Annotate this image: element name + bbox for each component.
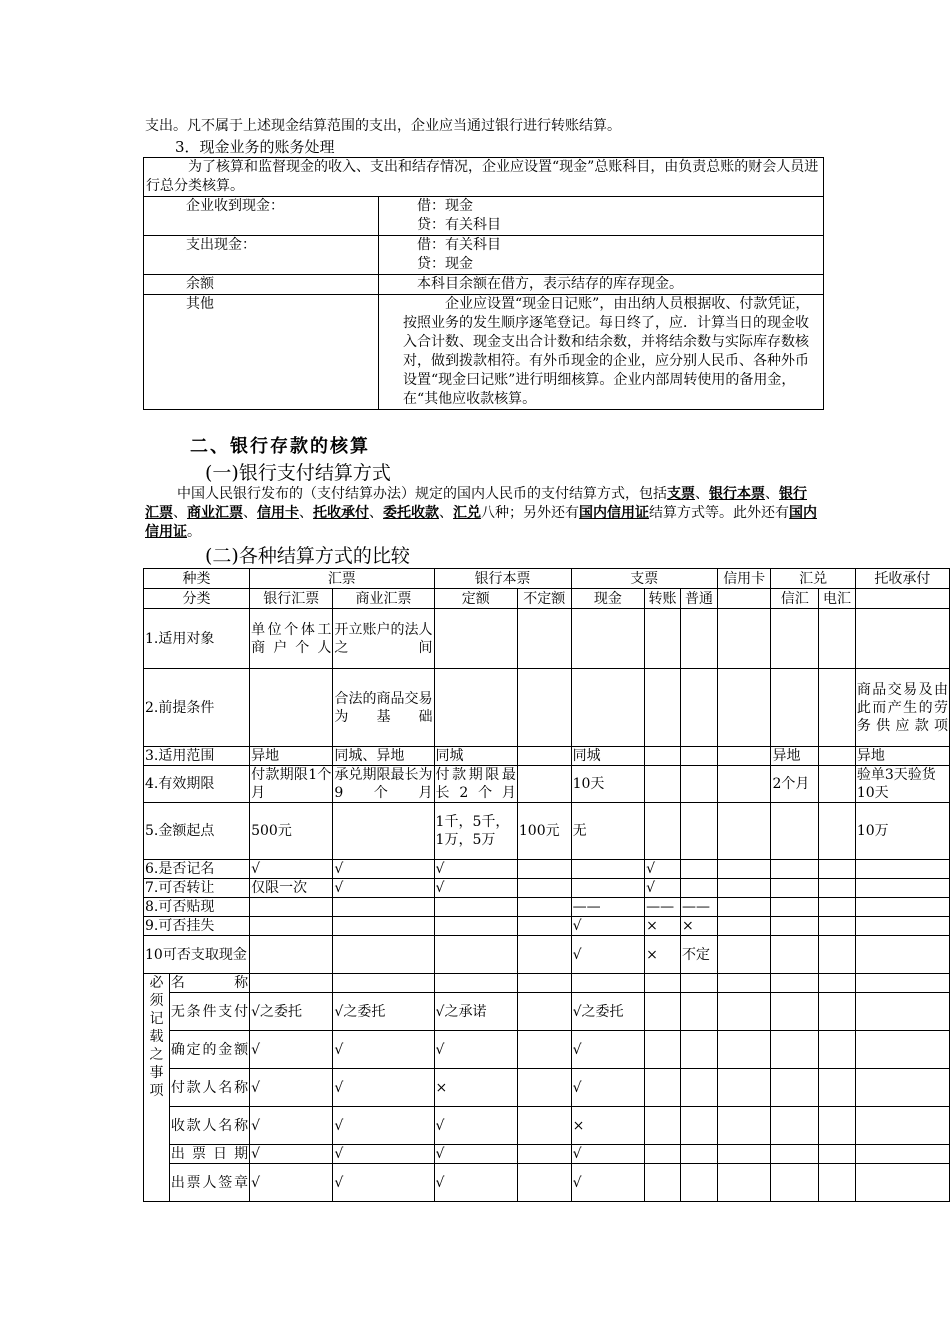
table-cell xyxy=(517,860,571,879)
table-cell xyxy=(250,898,333,917)
header-cell: 现金 xyxy=(571,589,644,609)
table-cell xyxy=(333,974,434,993)
table-cell xyxy=(517,917,571,936)
table-cell xyxy=(681,766,718,803)
table-cell: 不定 xyxy=(681,936,718,974)
cash-table-intro: 为了核算和监督现金的收入、支出和结存情况，企业应设置“现金”总账科目，由负责总账的财会人员进行总分类核算。 xyxy=(144,158,824,197)
table-cell: √ xyxy=(250,860,333,879)
row-label: 1.适用对象 xyxy=(144,609,250,669)
table-cell xyxy=(681,1107,718,1145)
table-cell: 付款期限最长2个月 xyxy=(435,767,516,801)
row-label: 出票人签章 xyxy=(169,1164,249,1202)
header-cell xyxy=(855,589,949,609)
table-cell: 500元 xyxy=(250,803,333,860)
header-cell: 银行汇票 xyxy=(250,589,333,609)
table-cell: —— xyxy=(681,898,718,917)
header-cell: 分类 xyxy=(144,589,250,609)
table-cell xyxy=(517,936,571,974)
table-cell xyxy=(434,669,517,747)
table-cell: —— xyxy=(645,898,681,917)
table-cell: √ xyxy=(250,1069,333,1107)
table-cell xyxy=(333,898,434,917)
table-cell xyxy=(771,803,819,860)
row-label: 9.可否挂失 xyxy=(144,917,250,936)
section3-title: 3．现金业务的账务处理 xyxy=(175,138,335,156)
table-cell: 异地 xyxy=(771,747,819,766)
table-cell xyxy=(717,1031,771,1069)
table-cell xyxy=(855,1145,949,1164)
table-cell: 异地 xyxy=(250,747,333,766)
table-row xyxy=(144,917,950,936)
table-cell: × xyxy=(434,1069,517,1107)
table-cell xyxy=(434,898,517,917)
entry-line: 本科目余额在借方，表示结存的库存现金。 xyxy=(379,275,824,295)
row-label: 2.前提条件 xyxy=(144,669,250,747)
header-cell: 信用卡 xyxy=(717,569,771,589)
table-cell xyxy=(645,747,681,766)
table-cell: 同城、异地 xyxy=(333,747,434,766)
table-cell: √ xyxy=(571,936,644,974)
table-cell xyxy=(855,1164,949,1202)
table-cell: √ xyxy=(250,1164,333,1202)
table-row xyxy=(144,1164,950,1202)
table-cell xyxy=(681,1145,718,1164)
row-label: 确定的金额 xyxy=(169,1031,249,1069)
table-cell xyxy=(681,860,718,879)
table-cell xyxy=(645,1164,681,1202)
table-cell xyxy=(819,917,856,936)
table-cell xyxy=(517,766,571,803)
table-cell xyxy=(517,898,571,917)
table-cell: 10天 xyxy=(571,766,644,803)
table-cell: √ xyxy=(571,917,644,936)
table-cell xyxy=(771,879,819,898)
table-cell xyxy=(855,1069,949,1107)
row-label: 其他 xyxy=(144,295,379,410)
table-cell xyxy=(771,936,819,974)
table-cell xyxy=(855,879,949,898)
table-cell: √之委托 xyxy=(250,993,333,1031)
table-cell xyxy=(771,860,819,879)
method-link[interactable]: 银行本票 xyxy=(709,486,765,502)
table-cell: —— xyxy=(571,898,644,917)
table-cell xyxy=(819,669,856,747)
section-bank-title: 二、银行存款的核算 xyxy=(190,436,370,457)
table-cell: 商品交易及由此而产生的劳务供应款项 xyxy=(855,669,949,747)
table-cell xyxy=(855,993,949,1031)
table-cell: √ xyxy=(333,860,434,879)
table-cell xyxy=(819,879,856,898)
table-cell: 开立账户的法人之间 xyxy=(333,609,434,669)
table-cell xyxy=(517,1145,571,1164)
table-row xyxy=(144,898,950,917)
table-cell xyxy=(645,803,681,860)
table-cell xyxy=(717,860,771,879)
table-cell xyxy=(819,974,856,993)
table-cell xyxy=(717,609,771,669)
row-label: 企业收到现金： xyxy=(144,197,379,236)
table-cell: √ xyxy=(333,1031,434,1069)
table-row xyxy=(144,936,950,974)
table-cell: √ xyxy=(434,1107,517,1145)
table-cell xyxy=(681,609,718,669)
entry-line: 借：有关科目 xyxy=(417,237,501,253)
row-label: 支出现金： xyxy=(144,236,379,275)
table-cell xyxy=(717,1069,771,1107)
table-cell xyxy=(855,974,949,993)
header-cell: 支票 xyxy=(571,569,717,589)
table-row xyxy=(144,1069,950,1107)
table-cell xyxy=(250,917,333,936)
header-cell: 汇票 xyxy=(250,569,434,589)
row-label: 名称 xyxy=(170,975,249,991)
table-cell xyxy=(517,1107,571,1145)
method-link[interactable]: 国内信用证 xyxy=(579,505,649,521)
table-cell: 100元 xyxy=(517,803,571,860)
table-cell xyxy=(771,609,819,669)
row-label: 3.适用范围 xyxy=(144,747,250,766)
table-cell xyxy=(717,898,771,917)
table-cell: × xyxy=(645,936,681,974)
table-row xyxy=(144,197,824,236)
must-items-label: 必 须 记 载 之 事 项 xyxy=(144,974,170,1202)
table-cell xyxy=(645,993,681,1031)
table-cell xyxy=(681,1164,718,1202)
table-cell xyxy=(819,898,856,917)
entry-line: 贷：现金 xyxy=(417,256,473,272)
table-cell xyxy=(819,860,856,879)
table-cell xyxy=(771,1069,819,1107)
header-cell: 托收承付 xyxy=(855,569,949,589)
table-cell: × xyxy=(645,917,681,936)
entry-line: 借：现金 xyxy=(417,198,473,214)
table-cell xyxy=(819,936,856,974)
table-cell xyxy=(717,917,771,936)
table-row xyxy=(144,974,950,993)
table-cell xyxy=(681,993,718,1031)
table-row xyxy=(144,860,950,879)
row-label: 4.有效期限 xyxy=(144,766,250,803)
table-cell xyxy=(517,1069,571,1107)
table-cell xyxy=(819,609,856,669)
cash-accounting-table xyxy=(143,157,824,410)
table-cell xyxy=(717,1107,771,1145)
row-label: 出票日期 xyxy=(170,1146,249,1162)
row-label: 收款人名称 xyxy=(169,1107,249,1145)
table-cell: √ xyxy=(434,1145,517,1164)
header-cell: 信汇 xyxy=(771,589,819,609)
table-cell xyxy=(645,669,681,747)
table-cell xyxy=(717,879,771,898)
table-cell xyxy=(717,669,771,747)
table-cell xyxy=(855,936,949,974)
table-cell xyxy=(681,879,718,898)
table-cell xyxy=(717,974,771,993)
table-cell: √之承诺 xyxy=(434,993,517,1031)
header-cell: 电汇 xyxy=(819,589,856,609)
method-link[interactable]: 支票 xyxy=(667,486,695,502)
table-cell xyxy=(771,669,819,747)
table-cell: 异地 xyxy=(855,747,949,766)
row-label: 无条件支付 xyxy=(169,993,249,1031)
table-cell xyxy=(645,1145,681,1164)
table-cell xyxy=(333,936,434,974)
entry-text: 企业应设置“现金日记账”，由出纳人员根据收、付款凭证，按照业务的发生顺序逐笔登记。每日终了，应．计算当日的现金收入合计数、现金支出合计数和结余数，并将结余数与实际库存数核对，做到拨款相符。有外币现金的企业，应分别人民币、各种外币设置“现金曰记账”进行明细核算。企业内部周转使用的备用金，在“其他应收款核算。 xyxy=(379,295,824,410)
method-link[interactable]: 委托收款 xyxy=(383,505,439,521)
table-cell xyxy=(571,879,644,898)
table-cell: √ xyxy=(571,1164,644,1202)
table-cell xyxy=(434,917,517,936)
table-cell xyxy=(819,993,856,1031)
header-cell: 转账 xyxy=(645,589,681,609)
table-cell: 付款期限1个月 xyxy=(251,767,332,801)
table-cell xyxy=(717,747,771,766)
table-cell: 合法的商品交易为基础 xyxy=(333,669,434,747)
table-cell xyxy=(571,974,644,993)
table-cell xyxy=(517,669,571,747)
table-cell xyxy=(681,1031,718,1069)
table-cell xyxy=(571,860,644,879)
table-cell: √ xyxy=(434,1031,517,1069)
table-row xyxy=(144,1107,950,1145)
table-cell: √之委托 xyxy=(333,993,434,1031)
comparison-table xyxy=(143,568,950,1202)
table-row xyxy=(144,993,950,1031)
table-cell: 单位个体工商户个人 xyxy=(250,609,333,669)
row-label: 7.可否转让 xyxy=(144,879,250,898)
table-cell xyxy=(517,1164,571,1202)
table-cell xyxy=(717,1164,771,1202)
table-row xyxy=(144,609,950,669)
table-cell xyxy=(771,917,819,936)
header-cell: 银行本票 xyxy=(434,569,571,589)
header-cell: 定额 xyxy=(434,589,517,609)
method-link[interactable]: 托收承付 xyxy=(313,505,369,521)
header-cell: 不定额 xyxy=(517,589,571,609)
table-cell: 同城 xyxy=(571,747,644,766)
row-label: 余额 xyxy=(144,275,379,295)
table-cell: √ xyxy=(333,1145,434,1164)
table-cell xyxy=(819,1145,856,1164)
table-cell xyxy=(717,936,771,974)
intro-line: 支出。凡不属于上述现金结算范围的支出，企业应当通过银行进行转账结算。 xyxy=(145,118,621,134)
table-cell: √之委托 xyxy=(571,993,644,1031)
table-cell: 无 xyxy=(571,803,644,860)
table-cell xyxy=(645,1031,681,1069)
table-cell xyxy=(717,766,771,803)
table-cell xyxy=(434,974,517,993)
table-cell: 1千，5千，1万，5万 xyxy=(434,803,517,860)
table-cell: × xyxy=(681,917,718,936)
table-cell: √ xyxy=(333,1107,434,1145)
table-row xyxy=(144,295,824,410)
header-cell xyxy=(717,589,771,609)
table-cell xyxy=(819,1069,856,1107)
table-cell xyxy=(681,669,718,747)
table-row xyxy=(144,766,950,803)
table-cell xyxy=(819,803,856,860)
table-cell: √ xyxy=(571,1031,644,1069)
table-row xyxy=(144,879,950,898)
table-row xyxy=(144,747,950,766)
table-cell xyxy=(771,1164,819,1202)
table-cell xyxy=(517,974,571,993)
method-link[interactable]: 国内信用证 xyxy=(145,505,817,540)
entry-line: 贷：有关科目 xyxy=(417,217,501,233)
table-cell xyxy=(517,747,571,766)
table-cell: 2个月 xyxy=(771,766,819,803)
row-label: 6.是否记名 xyxy=(144,860,250,879)
table-cell xyxy=(645,766,681,803)
method-link[interactable]: 银行汇票 xyxy=(145,486,807,521)
table-cell xyxy=(819,747,856,766)
sub2-title: (二)各种结算方式的比较 xyxy=(205,545,410,567)
table-cell: √ xyxy=(250,1145,333,1164)
table-cell xyxy=(855,917,949,936)
table-cell xyxy=(645,1107,681,1145)
header-cell: 种类 xyxy=(144,569,250,589)
payment-methods-paragraph: 中国人民银行发布的（支付结算办法）规定的国内人民币的支付结算方式，包括支票、银行本票、银行汇票、商业汇票、信用卡、托收承付、委托收款、汇兑八种；另外还有国内信用证结算方式等。此外还有国内信用证。 xyxy=(145,486,817,540)
table-cell xyxy=(681,803,718,860)
table-cell xyxy=(250,936,333,974)
table-cell: √ xyxy=(250,1031,333,1069)
table-cell xyxy=(771,974,819,993)
method-link[interactable]: 商业汇票 xyxy=(187,505,243,521)
table-cell: √ xyxy=(434,879,517,898)
table-cell xyxy=(819,1164,856,1202)
table-cell xyxy=(645,1069,681,1107)
table-cell: √ xyxy=(645,860,681,879)
table-cell: 验单3天验货10天 xyxy=(855,766,949,803)
table-cell xyxy=(855,609,949,669)
table-cell xyxy=(250,974,333,993)
sub1-title: (一)银行支付结算方式 xyxy=(205,462,391,484)
table-cell xyxy=(681,1069,718,1107)
table-cell: √ xyxy=(571,1145,644,1164)
table-cell: √ xyxy=(571,1069,644,1107)
table-row xyxy=(144,1145,950,1164)
table-cell xyxy=(771,1145,819,1164)
header-cell: 汇兑 xyxy=(771,569,855,589)
table-cell xyxy=(717,803,771,860)
table-cell: 承兑期限最长为9个月 xyxy=(334,767,433,801)
table-cell xyxy=(517,993,571,1031)
header-cell: 普通 xyxy=(681,589,718,609)
table-cell xyxy=(717,993,771,1031)
table-cell: √ xyxy=(645,879,681,898)
method-link[interactable]: 汇兑 xyxy=(453,505,481,521)
method-link[interactable]: 信用卡 xyxy=(257,505,299,521)
table-cell xyxy=(855,1107,949,1145)
table-cell: √ xyxy=(333,1164,434,1202)
table-cell: 10万 xyxy=(855,803,949,860)
table-cell xyxy=(819,1107,856,1145)
table-cell xyxy=(771,898,819,917)
table-row xyxy=(144,669,950,747)
table-cell xyxy=(434,609,517,669)
table-cell xyxy=(333,803,434,860)
table-cell xyxy=(771,1031,819,1069)
table-cell: 仅限一次 xyxy=(250,879,333,898)
table-cell xyxy=(517,1031,571,1069)
table-cell: × xyxy=(571,1107,644,1145)
row-label: 10可否支取现金 xyxy=(144,936,250,974)
row-label: 5.金额起点 xyxy=(144,803,250,860)
table-cell xyxy=(434,936,517,974)
table-row xyxy=(144,275,824,295)
table-cell: √ xyxy=(434,1164,517,1202)
table-cell: √ xyxy=(333,1069,434,1107)
table-row xyxy=(144,1031,950,1069)
table-cell xyxy=(517,879,571,898)
header-cell: 商业汇票 xyxy=(333,589,434,609)
table-cell xyxy=(717,1145,771,1164)
table-cell xyxy=(681,974,718,993)
table-cell xyxy=(855,860,949,879)
table-cell xyxy=(571,669,644,747)
table-cell xyxy=(333,917,434,936)
table-cell xyxy=(681,747,718,766)
row-label: 付款人名称 xyxy=(169,1069,249,1107)
table-cell xyxy=(517,609,571,669)
table-cell: √ xyxy=(250,1107,333,1145)
table-cell xyxy=(645,974,681,993)
table-cell xyxy=(819,1031,856,1069)
table-cell: √ xyxy=(434,860,517,879)
table-row xyxy=(144,803,950,860)
table-cell xyxy=(855,898,949,917)
table-cell xyxy=(819,766,856,803)
table-cell xyxy=(571,609,644,669)
table-cell xyxy=(645,609,681,669)
row-label: 8.可否贴现 xyxy=(144,898,250,917)
table-cell xyxy=(250,669,333,747)
table-cell: √ xyxy=(333,879,434,898)
table-row xyxy=(144,236,824,275)
table-cell xyxy=(771,993,819,1031)
table-cell xyxy=(771,1107,819,1145)
table-cell: 同城 xyxy=(434,747,517,766)
table-cell xyxy=(855,1031,949,1069)
